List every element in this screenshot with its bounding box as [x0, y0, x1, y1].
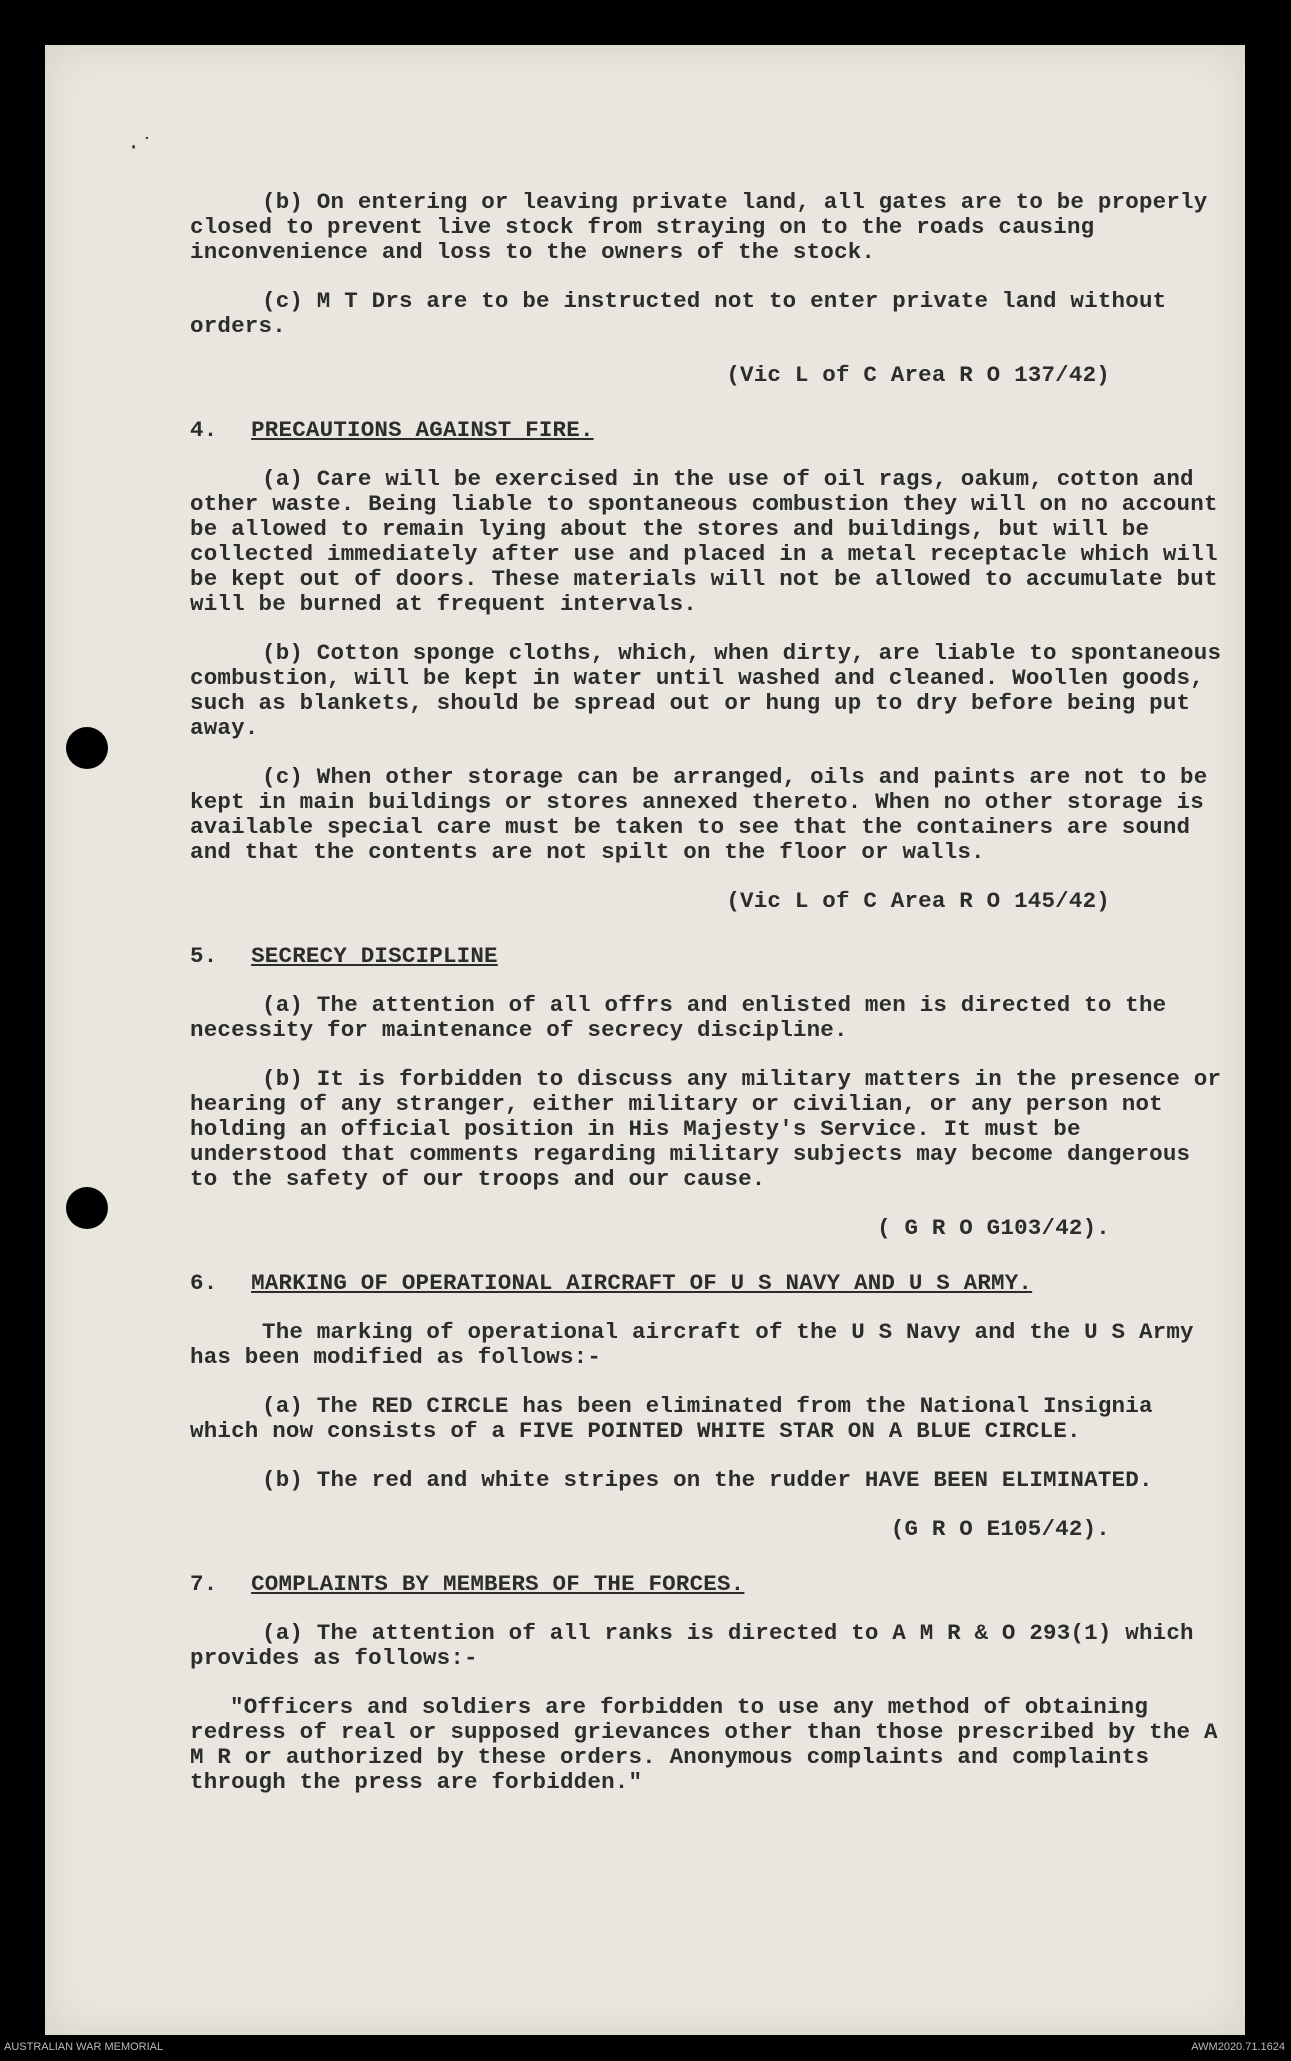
punch-hole-upper	[66, 727, 108, 769]
section-title: COMPLAINTS BY MEMBERS OF THE FORCES.	[251, 1571, 745, 1597]
section-7-quote: "Officers and soldiers are forbidden to use any method of obtaining redress of real or supposed grievances other than those prescribed by the A M R or authorized by these orders. Anonymous complaints and complaints through the press are forbidden."	[190, 1694, 1218, 1795]
section-5-para-b: (b) It is forbidden to discuss any military matters in the presence or hearing of any stranger, either military or civilian, or any person not holding an official position in His Majesty's Service. It must be understood that comments regarding military subjects may become dangerous to the safety of our troops and our cause.	[190, 1066, 1222, 1192]
section-number: 4.	[190, 417, 218, 443]
section-number: 5.	[190, 943, 218, 969]
section-4-heading	[190, 418, 1230, 443]
reference-1: (Vic L of C Area R O 137/42)	[726, 362, 1110, 388]
section-title: MARKING OF OPERATIONAL AIRCRAFT OF U S NAVY AND U S ARMY.	[251, 1270, 1033, 1296]
footer-accession-number: AWM2020.71.1624	[1191, 2041, 1285, 2053]
document-text	[190, 190, 1230, 1815]
section-title: PRECAUTIONS AGAINST FIRE.	[251, 417, 594, 443]
section-number: 7.	[190, 1571, 218, 1597]
section-7-para-a: (a) The attention of all ranks is directed to A M R & O 293(1) which provides as follows:-	[190, 1620, 1194, 1671]
paragraph-c: (c) M T Drs are to be instructed not to enter private land without orders.	[190, 288, 1167, 339]
margin-mark: ·˙	[127, 135, 154, 160]
section-6-heading	[190, 1271, 1230, 1296]
section-6-intro: The marking of operational aircraft of the U S Navy and the U S Army has been modified as follows:-	[190, 1319, 1194, 1370]
section-5-heading	[190, 944, 1230, 969]
footer-institution: AUSTRALIAN WAR MEMORIAL	[4, 2041, 164, 2053]
reference-2: (Vic L of C Area R O 145/42)	[726, 888, 1110, 914]
section-4-para-b: (b) Cotton sponge cloths, which, when dirty, are liable to spontaneous combustion, will be kept in water until washed and cleaned. Woollen goods, such as blankets, should be spread out or hung up to dry before being put away.	[190, 640, 1222, 741]
section-title: SECRECY DISCIPLINE	[251, 943, 498, 969]
section-number: 6.	[190, 1270, 218, 1296]
section-4-para-c: (c) When other storage can be arranged, oils and paints are not to be kept in main buildings or stores annexed thereto. When no other storage is available special care must be taken to see that the containers are sound and that the contents are not spilt on the floor or walls.	[190, 764, 1208, 865]
section-5-para-a: (a) The attention of all offrs and enlisted men is directed to the necessity for maintenance of secrecy discipline.	[190, 992, 1167, 1043]
section-6-para-a: (a) The RED CIRCLE has been eliminated from the National Insignia which now consists of a FIVE POINTED WHITE STAR ON A BLUE CIRCLE.	[190, 1393, 1153, 1444]
reference-3: ( G R O G103/42).	[877, 1215, 1110, 1241]
reference-4: (G R O E105/42).	[890, 1516, 1110, 1542]
section-4-para-a: (a) Care will be exercised in the use of oil rags, oakum, cotton and other waste. Being liable to spontaneous combustion they will on no account be allowed to remain lying about the stores and buildings, but will be collected immediately after use and placed in a metal receptacle which will be kept out of doors. These materials will not be allowed to accumulate but will be burned at frequent intervals.	[190, 466, 1218, 617]
section-7-heading	[190, 1572, 1230, 1597]
punch-hole-lower	[66, 1187, 108, 1229]
paragraph-b: (b) On entering or leaving private land, all gates are to be properly closed to prevent live stock from straying on to the roads causing inconvenience and loss to the owners of the stock.	[190, 189, 1208, 265]
section-6-para-b: (b) The red and white stripes on the rudder HAVE BEEN ELIMINATED.	[262, 1467, 1153, 1493]
